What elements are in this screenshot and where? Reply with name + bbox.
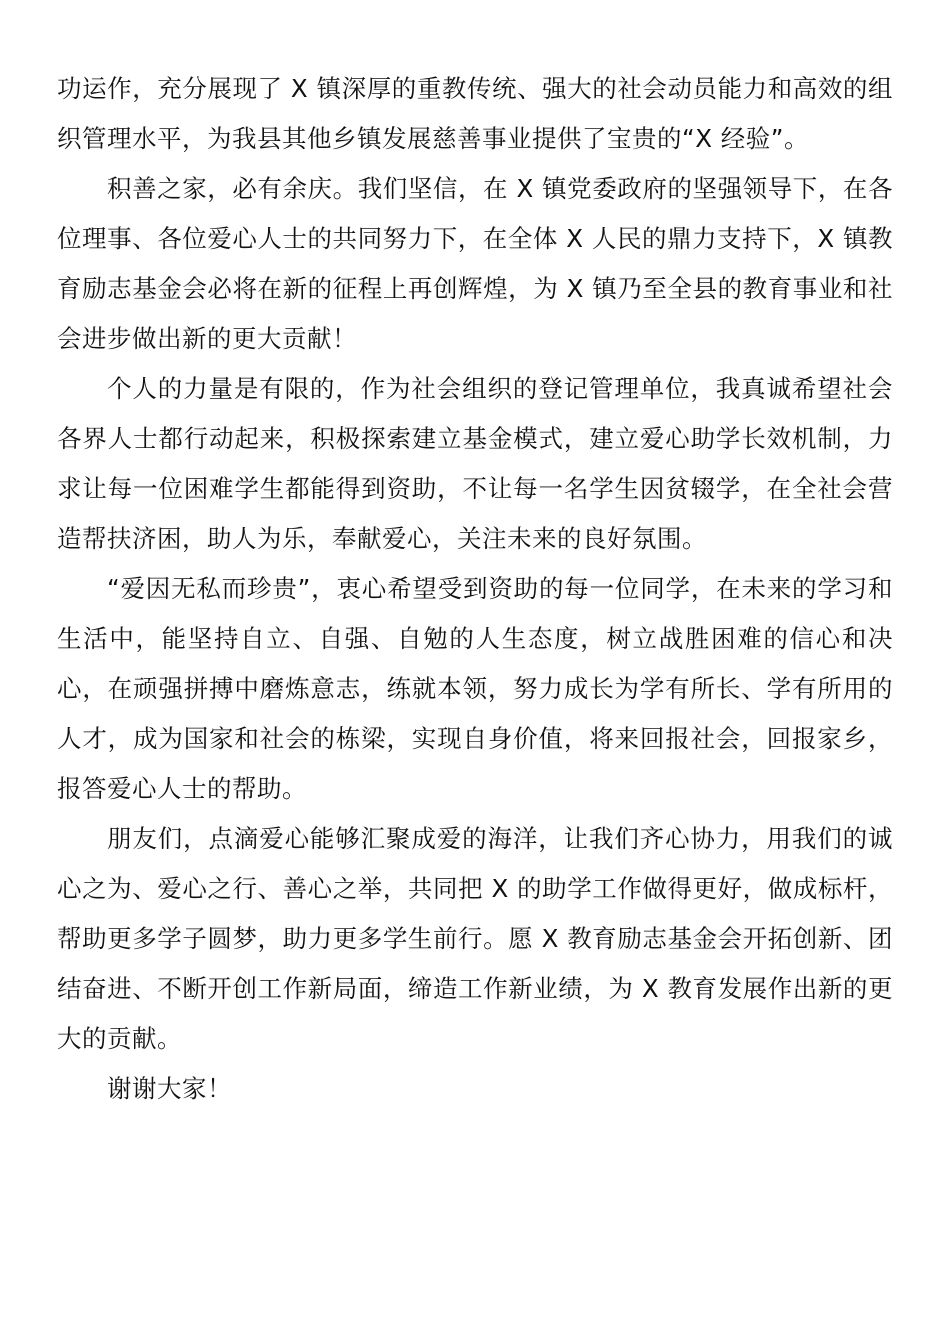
paragraph-students: “爱因无私而珍贵”，衷心希望受到资助的每一位同学，在未来的学习和生活中，能坚持自立、自强、自勉的人生态度，树立战胜困难的信心和决心，在顽强拼搏中磨炼意志，练就本领，努力成长为学有所长、学有所用的人才，成为国家和社会的栋梁，实现自身价值，将来回报社会，回报家乡，报答爱心人士的帮助。 (57, 574, 893, 803)
paragraph-friends: 朋友们，点滴爱心能够汇聚成爱的海洋，让我们齐心协力，用我们的诚心之为、爱心之行、善心之举，共同把 X 的助学工作做得更好，做成标杆，帮助更多学子圆梦，助力更多学生前行。愿 X 教育励志基金会开拓创新、团结奋进、不断开创工作新局面，缔造工作新业绩，为 X 教育发展作出新的更大的贡献。 (57, 824, 893, 1053)
paragraph-blessing: 积善之家，必有余庆。我们坚信，在 X 镇党委政府的坚强领导下，在各位理事、各位爱心人士的共同努力下，在全体 X 人民的鼎力支持下，X 镇教育励志基金会必将在新的征程上再创辉煌，为 X 镇乃至全县的教育事业和社会进步做出新的更大贡献！ (57, 174, 893, 353)
paragraph-continuation: 功运作，充分展现了 X 镇深厚的重教传统、强大的社会动员能力和高效的组织管理水平，为我县其他乡镇发展慈善事业提供了宝贵的“X 经验”。 (57, 74, 893, 153)
paragraph-appeal: 个人的力量是有限的，作为社会组织的登记管理单位，我真诚希望社会各界人士都行动起来，积极探索建立基金模式，建立爱心助学长效机制，力求让每一位困难学生都能得到资助，不让每一名学生因贫辍学，在全社会营造帮扶济困，助人为乐，奉献爱心，关注未来的良好氛围。 (57, 374, 893, 553)
document-page (57, 64, 893, 1114)
paragraph-thanks: 谢谢大家！ (107, 1074, 232, 1103)
